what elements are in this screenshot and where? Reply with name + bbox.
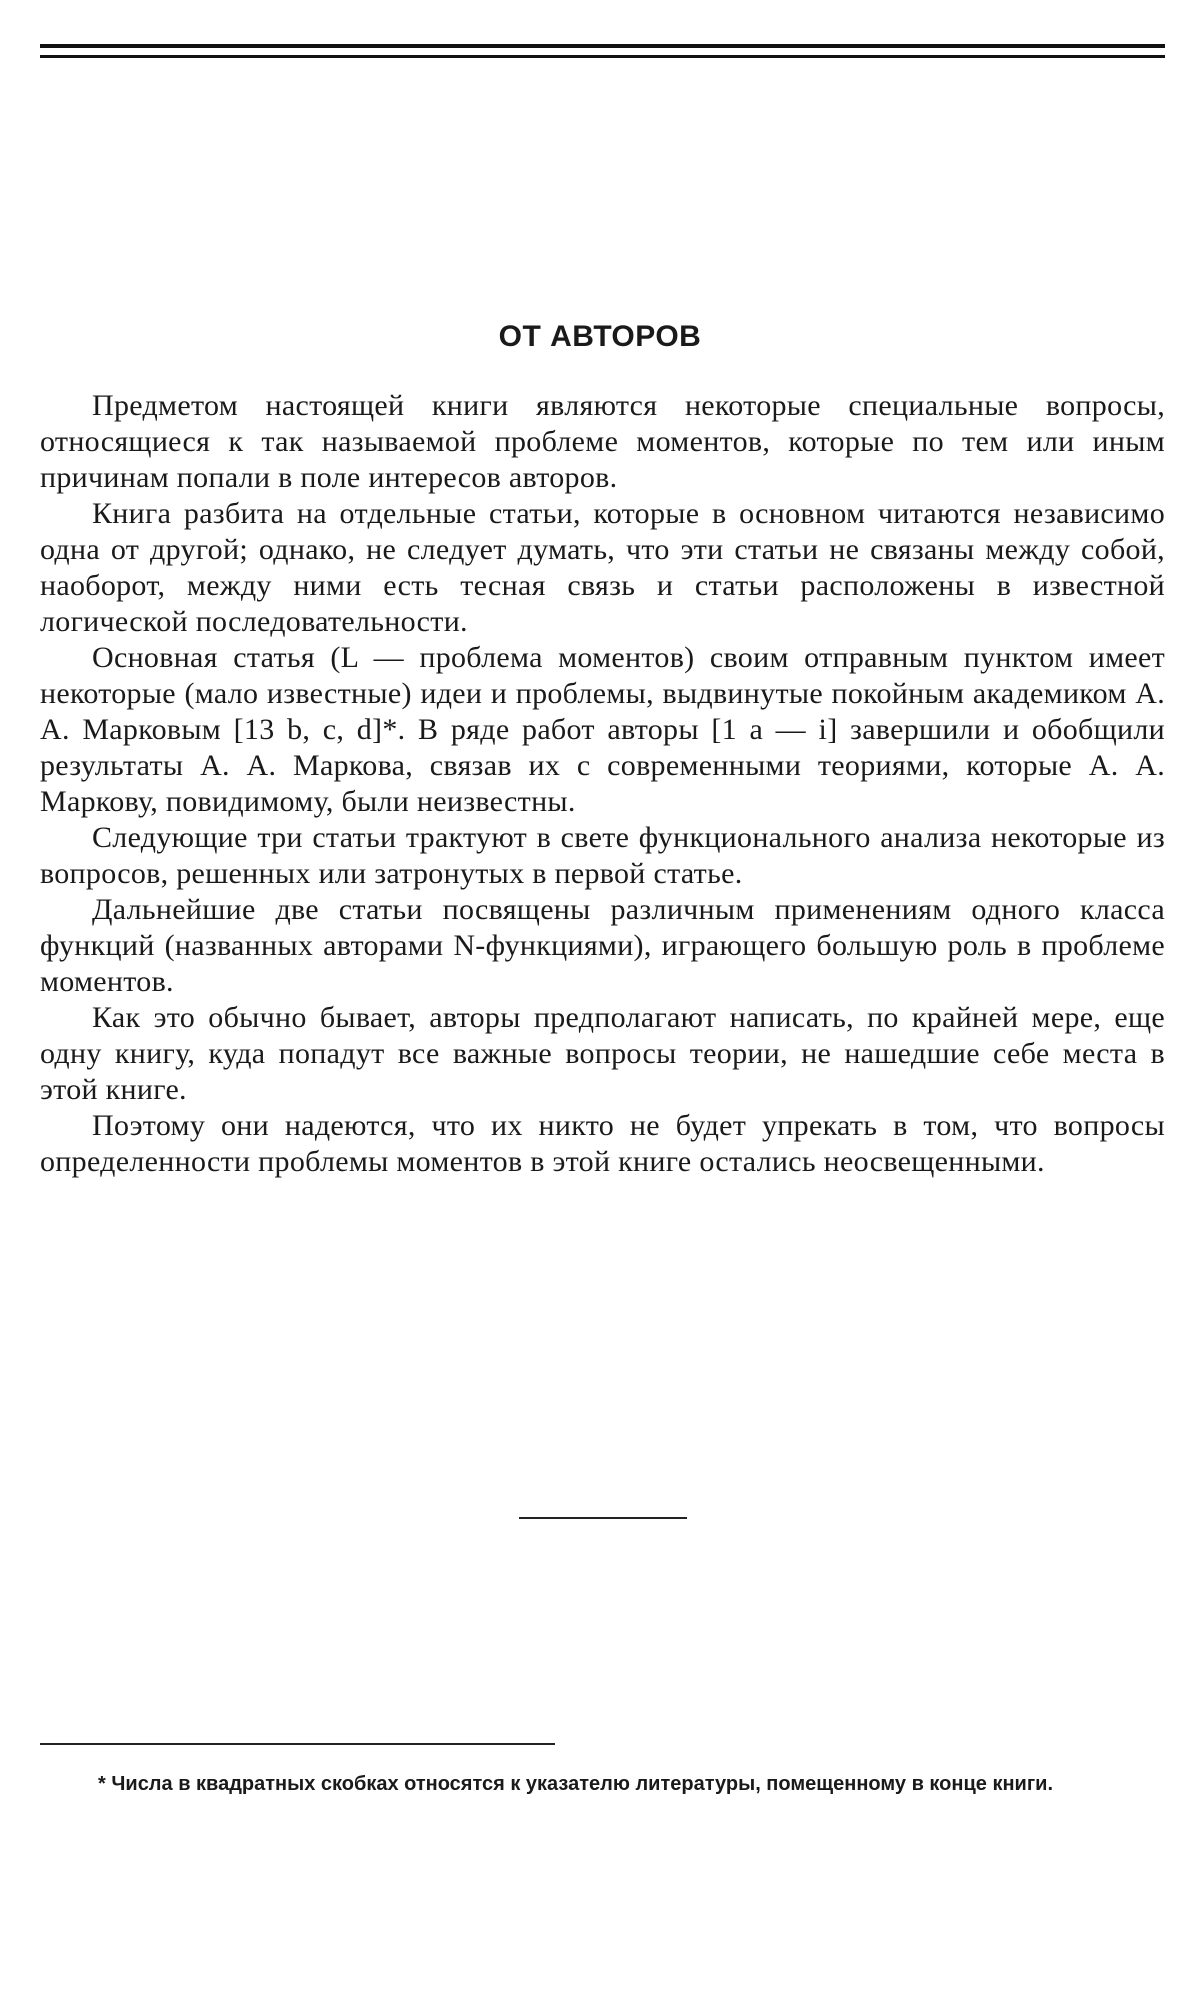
paragraph-5: Дальнейшие две статьи посвящены различным применениям одного класса функций (названных авторами N-функциями), играющего большую роль в проблеме моментов. — [40, 893, 1165, 998]
paragraph-3: Основная статья (L — проблема моментов) своим отправным пунктом имеет некоторые (мало известные) идеи и проблемы, выдвинутые покойным академиком А. А. Марковым [13 b, c, d]*. В ряде работ авторы [1 a — i] завершили и обобщили результаты А. А. Маркова, связав их с современными теориями, которые А. А. Маркову, повидимому, были неизвестны. — [40, 641, 1165, 818]
paragraph-6: Как это обычно бывает, авторы предполагают написать, по крайней мере, еще одну книгу, куда попадут все важные вопросы теории, не нашедшие себе места в этой книге. — [40, 1001, 1165, 1106]
page-title: ОТ АВТОРОВ — [498, 320, 702, 353]
paragraph-4: Следующие три статьи трактуют в свете функционального анализа некоторые из вопросов, решенных или затронутых в первой статье. — [40, 821, 1165, 890]
paragraph-7: Поэтому они надеются, что их никто не будет упрекать в том, что вопросы определенности проблемы моментов в этой книге остались неосвещенными. — [40, 1109, 1165, 1178]
header-rule-thick — [40, 44, 1165, 48]
section-divider — [519, 1517, 687, 1519]
body-text — [40, 388, 1165, 1180]
footnote — [40, 1771, 1165, 1798]
footnote-divider — [40, 1743, 555, 1745]
paragraph-2: Книга разбита на отдельные статьи, которые в основном читаются независимо одна от другой; однако, не следует думать, что эти статьи не связаны между собой, наоборот, между ними есть тесная связь и статьи расположены в известной логической последовательности. — [40, 497, 1165, 638]
header-rule-thin — [40, 55, 1165, 58]
paragraph-1: Предметом настоящей книги являются некоторые специальные вопросы, относящиеся к так называемой проблеме моментов, которые по тем или иным причинам попали в поле интересов авторов. — [40, 389, 1165, 494]
footnote-text: * Числа в квадратных скобках относятся к указателю литературы, помещенному в конце книги. — [98, 1773, 1054, 1795]
